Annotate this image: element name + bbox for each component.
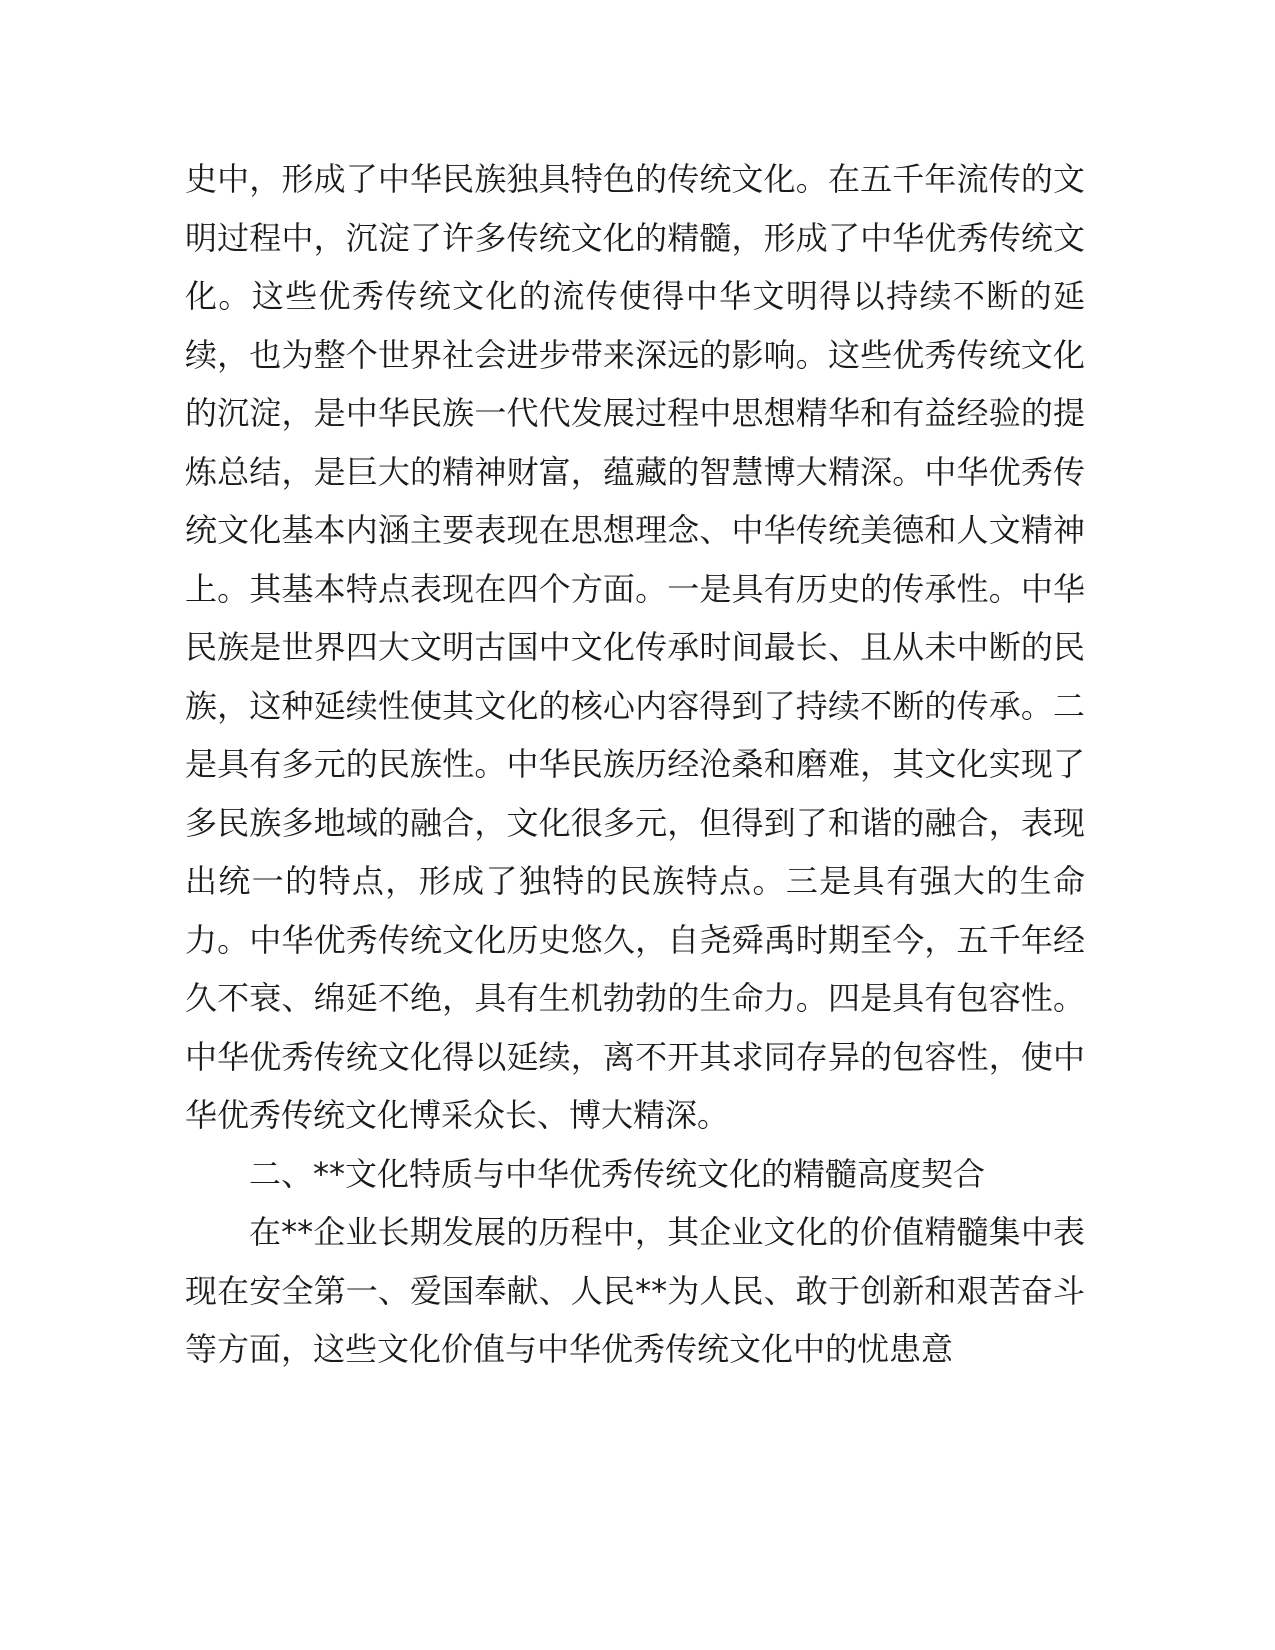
body-paragraph-continued: 史中，形成了中华民族独具特色的传统文化。在五千年流传的文明过程中，沉淀了许多传统文化的精髓，形成了中华优秀传统文化。这些优秀传统文化的流传使得中华文明得以持续不断的延续，也为整个世界社会进步带来深远的影响。这些优秀传统文化的沉淀，是中华民族一代代发展过程中思想精华和有益经验的提炼总结，是巨大的精神财富，蕴藏的智慧博大精深。中华优秀传统文化基本内涵主要表现在思想理念、中华传统美德和人文精神上。其基本特点表现在四个方面。一是具有历史的传承性。中华民族是世界四大文明古国中文化传承时间最长、且从未中断的民族，这种延续性使其文化的核心内容得到了持续不断的传承。二是具有多元的民族性。中华民族历经沧桑和磨难，其文化实现了多民族多地域的融合，文化很多元，但得到了和谐的融合，表现出统一的特点，形成了独特的民族特点。三是具有强大的生命力。中华优秀传统文化历史悠久，自尧舜禹时期至今，五千年经久不衰、绵延不绝，具有生机勃勃的生命力。四是具有包容性。中华优秀传统文化得以延续，离不开其求同存异的包容性，使中华优秀传统文化博采众长、博大精深。 <box>185 160 1085 1134</box>
section-heading: 二、**文化特质与中华优秀传统文化的精髓高度契合 <box>249 1154 986 1193</box>
body-paragraph: 在**企业长期发展的历程中，其企业文化的价值精髓集中表现在安全第一、爱国奉献、人民**为人民、敢于创新和艰苦奋斗等方面，这些文化价值与中华优秀传统文化中的忧患意 <box>185 1213 1085 1368</box>
document-body <box>185 150 1085 1379</box>
